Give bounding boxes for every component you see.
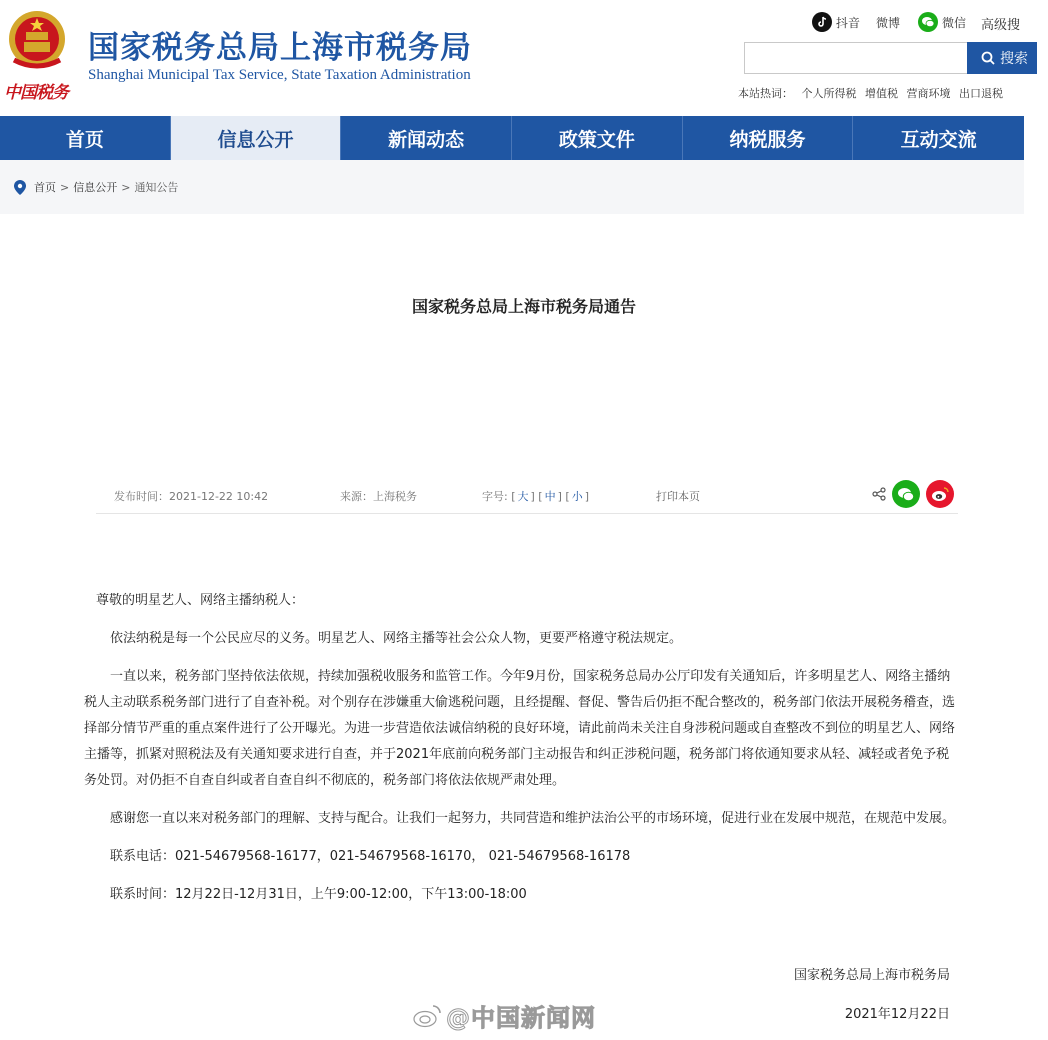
font-size-medium[interactable]: 中 (544, 490, 556, 503)
nav-item-interaction[interactable]: 互动交流 (900, 128, 977, 151)
site-subtitle: Shanghai Municipal Tax Service, State Taxation Administration (88, 67, 471, 83)
search-button-label: 搜索 (1000, 51, 1028, 67)
article-paragraph: 感谢您一直以来对税务部门的理解、支持与配合。让我们一起努力，共同营造和维护法治公平的市场环境，促进行业在发展中规范，在规范中发展。 (110, 811, 956, 826)
breadcrumb (0, 160, 1024, 214)
location-pin-icon (14, 180, 26, 195)
font-size-control: 字号: [ 大 ] [ 中 ] [ 小 ] (482, 490, 589, 503)
nav-item-tax-service[interactable]: 纳税服务 (683, 116, 854, 160)
contact-time: 联系时间：12月22日-12月31日，上午9:00-12:00，下午13:00-18:00 (110, 887, 527, 902)
article-paragraph: 依法纳税是每一个公民应尽的义务。明星艺人、网络主播等社会公众人物，更要严格遵守税法规定。 (110, 631, 683, 646)
site-title[interactable]: 国家税务总局上海市税务局 (88, 30, 472, 66)
weixin-link[interactable] (918, 11, 966, 33)
weibo-share-icon[interactable] (926, 480, 954, 508)
search-icon (981, 51, 995, 65)
font-size-large[interactable]: 大 (517, 490, 529, 503)
breadcrumb-separator: > (60, 180, 70, 194)
logo-caption: 中国税务 (4, 83, 68, 103)
weibo-watermark-icon (412, 1004, 442, 1028)
font-size-label: 字号: (482, 490, 508, 503)
advanced-search-link[interactable]: 高级搜 (981, 18, 1021, 33)
watermark (412, 998, 596, 1033)
hot-search (738, 85, 1008, 101)
douyin-link[interactable] (812, 11, 860, 33)
breadcrumb-current: 通知公告 (134, 181, 179, 194)
weibo-label: 微博 (876, 15, 901, 30)
publish-time: 发布时间：2021-12-22 10:42 (114, 490, 269, 503)
article-title: 国家税务总局上海市税务局通告 (411, 297, 636, 316)
article-greeting: 尊敬的明星艺人、网络主播纳税人： (96, 593, 305, 608)
weibo-link[interactable] (876, 11, 900, 33)
wechat-icon (918, 12, 938, 32)
contact-phone: 联系电话：021-54679568-16177，021-54679568-16170， 021-54679568-16178 (110, 849, 631, 864)
weixin-label: 微信 (942, 15, 967, 30)
font-size-small[interactable]: 小 (571, 490, 583, 503)
search-input[interactable] (744, 42, 968, 74)
share-group (872, 480, 954, 508)
article-meta (96, 484, 958, 512)
hot-search-label: 本站热词： (738, 87, 793, 100)
nav-item-news[interactable]: 新闻动态 (341, 116, 512, 160)
breadcrumb-info[interactable]: 信息公开 (73, 181, 118, 194)
nav-item-info-disclosure[interactable]: 信息公开 (171, 116, 342, 160)
breadcrumb-separator: > (121, 180, 131, 194)
meta-divider (96, 513, 958, 514)
hot-search-item[interactable]: 出口退税 (959, 87, 1003, 100)
douyin-icon (812, 12, 832, 32)
site-header (0, 0, 1028, 116)
signature-date: 2021年12月22日 (844, 1007, 950, 1022)
article-source: 来源：上海税务 (340, 490, 417, 503)
hot-search-item[interactable]: 增值税 (865, 87, 898, 100)
douyin-label: 抖音 (836, 15, 861, 30)
nav-item-home[interactable]: 首页 (0, 116, 171, 160)
wechat-share-icon[interactable] (892, 480, 920, 508)
search-button[interactable] (967, 42, 1037, 74)
signature-organization: 国家税务总局上海市税务局 (793, 968, 950, 983)
breadcrumb-home[interactable]: 首页 (34, 181, 56, 194)
print-button[interactable]: 打印本页 (656, 490, 700, 503)
main-nav (0, 116, 1024, 160)
national-emblem-icon (4, 8, 70, 74)
hot-search-item[interactable]: 个人所得税 (801, 87, 857, 100)
share-icon[interactable] (872, 487, 886, 501)
watermark-text: @中国新闻网 (446, 1004, 596, 1032)
nav-item-policy[interactable]: 政策文件 (512, 116, 683, 160)
article-paragraph: 一直以来，税务部门坚持依法依规，持续加强税收服务和监管工作。今年9月份，国家税务总局办公厅印发有关通知后，许多明星艺人、网络主播纳税人主动联系税务部门进行了自查补税。对个别存在涉嫌重大偷逃税问题，且经提醒、督促、警告后仍拒不配合整改的，税务部门依法开展税务稽查，选择部分情节严重的重点案件进行了公开曝光。为进一步营造依法诚信纳税的良好环境，请此前尚未关注自身涉税问题或自查整改不到位的明星艺人、网络主播等，抓紧对照税法及有关通知要求进行自查，并于2021年底前向税务部门主动报告和纠正涉税问题，税务部门将依通知要求从轻、减轻或者免予税务处罚。对仍拒不自查自纠或者自查自纠不彻底的，税务部门将依法依规严肃处理。 (84, 669, 956, 788)
article-body (84, 588, 960, 920)
hot-search-item[interactable]: 营商环境 (906, 87, 951, 100)
